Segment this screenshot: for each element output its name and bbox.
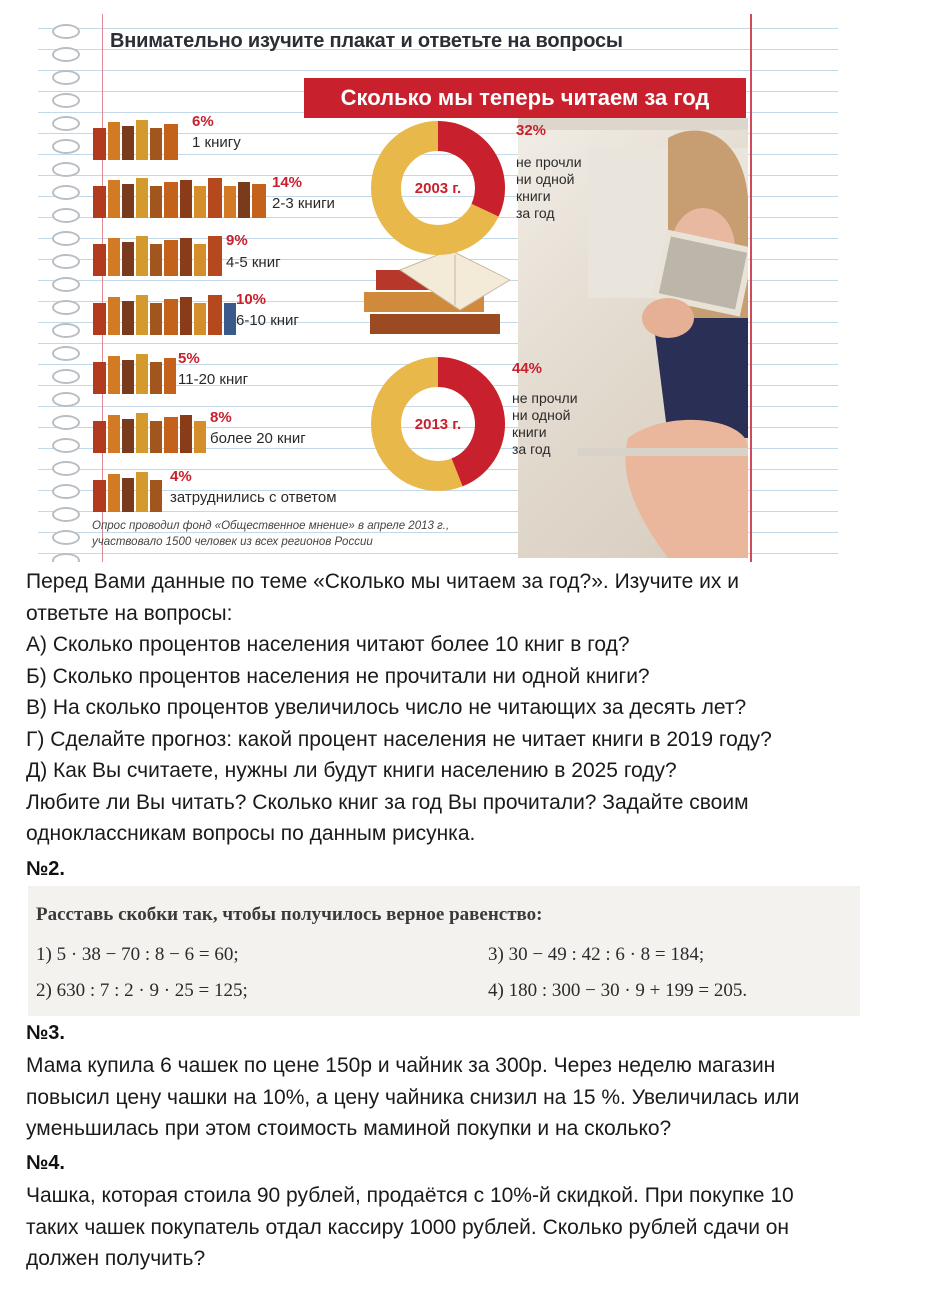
donut-percent: 32% (516, 122, 547, 139)
bar-percent: 6% (192, 113, 214, 130)
question-d: Д) Как Вы считаете, нужны ли будут книги населению в 2025 году? (26, 759, 677, 782)
binder-ring (52, 553, 80, 562)
donut-note-line: книги (516, 188, 551, 204)
books-icon (93, 466, 165, 514)
binder-ring (52, 300, 80, 315)
task3-text (26, 1050, 941, 1145)
books-icon (93, 407, 213, 455)
task3-number: №3. (26, 1022, 65, 1044)
bar-percent: 8% (210, 409, 232, 426)
binder-ring (52, 277, 80, 292)
task4-line: Чашка, которая стоила 90 рублей, продаётся с 10%-й скидкой. При покупке 10 (26, 1184, 794, 1207)
binder-ring (52, 392, 80, 407)
binder-ring (52, 24, 80, 39)
binder-ring (52, 484, 80, 499)
binder-ring (52, 185, 80, 200)
donut-ring (368, 354, 508, 494)
equation-1: 1) 5 · 38 − 70 : 8 − 6 = 60; (36, 944, 239, 965)
poster-heading: Внимательно изучите плакат и ответьте на вопросы (110, 30, 623, 52)
ruled-line (38, 70, 838, 71)
binder-ring (52, 231, 80, 246)
binder-ring (52, 346, 80, 361)
bar-percent: 14% (272, 174, 303, 191)
binder-ring (52, 530, 80, 545)
question-g: Г) Сделайте прогноз: какой процент населения не читает книги в 2019 году? (26, 727, 772, 751)
donut-note (512, 390, 578, 458)
poster-footnote: Опрос проводил фонд «Общественное мнение» в апреле 2013 г., (92, 520, 450, 532)
task1-intro: Перед Вами данные по теме «Сколько мы читаем за год?». Изучите их и (26, 570, 739, 593)
binder-ring (52, 139, 80, 154)
binder-ring (52, 323, 80, 338)
donut-note-line: книги (512, 424, 547, 440)
donut-year-label: 2003 г. (414, 180, 462, 197)
donut-ring (368, 118, 508, 258)
bar-label: 4-5 книг (226, 254, 281, 271)
equation-2: 2) 630 : 7 : 2 · 9 · 25 = 125; (36, 980, 248, 1001)
donut-note-line: не прочли (512, 390, 578, 406)
task3-line: Мама купила 6 чашек по цене 150р и чайник за 300р. Через неделю магазин (26, 1054, 776, 1077)
question-a: А) Сколько процентов населения читают более 10 книг в год? (26, 633, 630, 656)
question-b: Б) Сколько процентов населения не прочитали ни одной книги? (26, 664, 650, 688)
binder-ring (52, 162, 80, 177)
binder-ring (52, 208, 80, 223)
task2-heading: Расставь скобки так, чтобы получилось верное равенство: (36, 904, 543, 925)
task2-number: №2. (26, 858, 65, 880)
books-icon (93, 230, 228, 278)
books-icon (93, 114, 193, 162)
bar-label: 1 книгу (192, 134, 241, 151)
task2-card (28, 886, 860, 1016)
binder-ring (52, 461, 80, 476)
task4-line: таких чашек покупатель отдал кассиру 1000 рублей. Сколько рублей сдачи он (26, 1215, 790, 1239)
equation-3: 3) 30 − 49 : 42 : 6 · 8 = 184; (488, 944, 705, 965)
bar-percent: 10% (236, 291, 267, 308)
reading-poster (38, 14, 838, 562)
equation-4: 4) 180 : 300 − 30 · 9 + 199 = 205. (488, 980, 748, 1001)
bar-label: затруднились с ответом (170, 489, 337, 506)
bar-percent: 5% (178, 350, 200, 367)
task3-line: уменьшилась при этом стоимость маминой покупки и на сколько? (26, 1117, 672, 1140)
bar-label: 11-20 книг (178, 371, 249, 388)
task1-outro: одноклассникам вопросы по данным рисунка. (26, 822, 476, 845)
ruled-line (38, 28, 838, 29)
donut-percent: 44% (512, 360, 543, 377)
donut-note-line: за год (516, 205, 555, 221)
binder-ring (52, 70, 80, 85)
task1-text (26, 566, 926, 850)
task1-intro: ответьте на вопросы: (26, 601, 233, 625)
binder-ring (52, 47, 80, 62)
task3-line: повысил цену чашки на 10%, а цену чайника снизил на 15 %. Увеличилась или (26, 1085, 800, 1109)
donut-note-line: за год (512, 441, 551, 457)
binder-ring (52, 93, 80, 108)
task4-number: №4. (26, 1152, 65, 1174)
bar-percent: 9% (226, 232, 248, 249)
task1-outro: Любите ли Вы читать? Сколько книг за год Вы прочитали? Задайте своим (26, 790, 749, 814)
bar-label: 2-3 книги (272, 195, 335, 212)
margin-rule-right (750, 14, 752, 562)
donut-year-label: 2013 г. (414, 416, 462, 433)
books-icon (93, 348, 178, 396)
books-icon (93, 289, 238, 337)
task4-text (26, 1180, 941, 1275)
poster-banner: Сколько мы теперь читаем за год (304, 78, 746, 118)
donut-nonreaders-arc (438, 136, 490, 210)
task4-line: должен получить? (26, 1247, 206, 1270)
question-v: В) На сколько процентов увеличилось число не читающих за десять лет? (26, 696, 747, 719)
binder-ring (52, 415, 80, 430)
poster-footnote: участвовало 1500 человек из всех регионов России (92, 536, 373, 548)
binder-ring (52, 116, 80, 131)
binder-ring (52, 369, 80, 384)
bar-label: 6-10 книг (236, 312, 299, 329)
bar-label: более 20 книг (210, 430, 306, 447)
donut-note-line: не прочли (516, 154, 582, 170)
binder-ring (52, 507, 80, 522)
books-icon (93, 172, 278, 220)
donut-note (516, 154, 582, 222)
book-stack-illustration (360, 250, 510, 350)
donut-note-line: ни одной (512, 407, 571, 423)
donut-note-line: ни одной (516, 171, 575, 187)
bar-percent: 4% (170, 468, 192, 485)
binder-ring (52, 438, 80, 453)
binder-ring (52, 254, 80, 269)
